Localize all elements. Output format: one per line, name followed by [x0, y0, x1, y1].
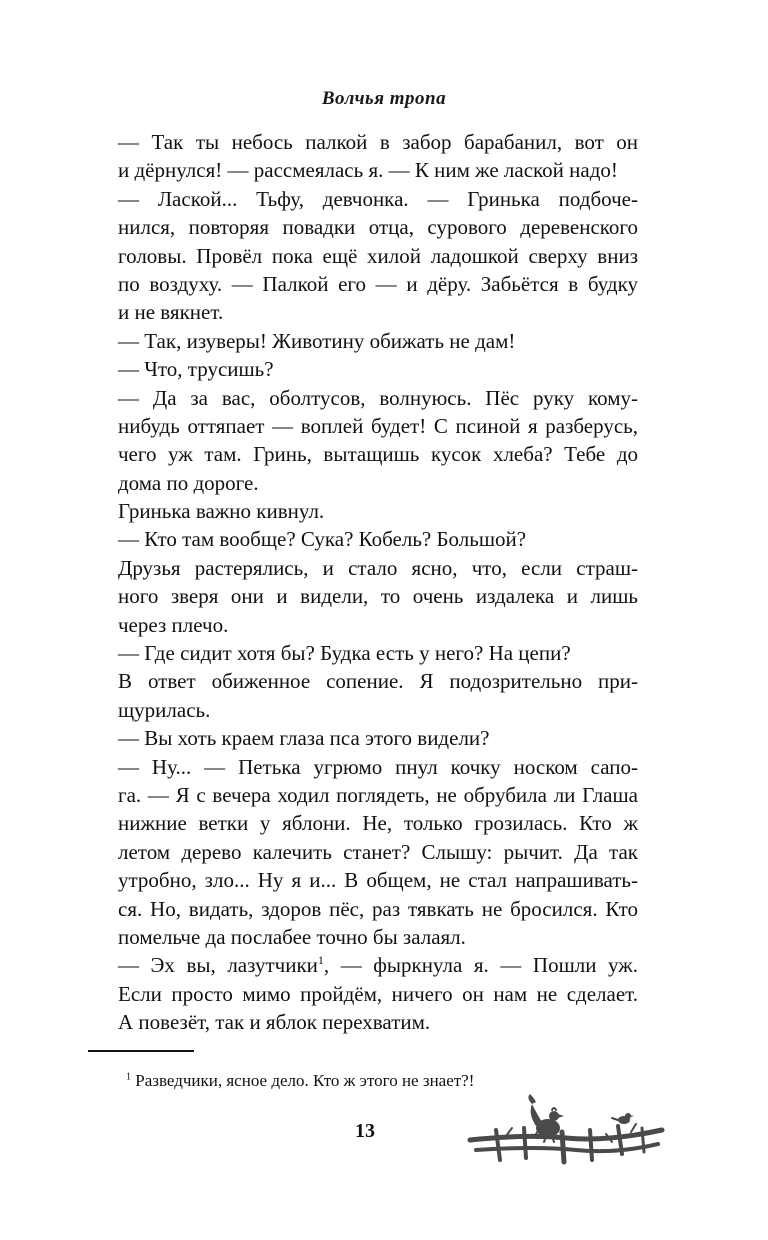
text-line — [118, 809, 638, 837]
text-line — [118, 185, 638, 213]
text-line — [118, 355, 638, 383]
text-line — [118, 980, 638, 1008]
text-line-content: ного зверя они и видели, то очень издалека и лишь — [118, 584, 638, 609]
text-line-content: — Вы хоть краем глаза пса этого видели? — [118, 726, 490, 751]
text-line — [118, 1008, 638, 1036]
text-line — [118, 951, 638, 979]
text-line — [118, 156, 638, 184]
text-line-content: утробно, зло... Ну я и... В общем, не стал напрашивать- — [118, 868, 638, 893]
text-line-content: — Так ты небось палкой в забор барабанил, вот он — [118, 130, 638, 154]
text-line — [118, 639, 638, 667]
text-line — [118, 781, 638, 809]
text-line-content: , — фыркнула я. — Пошли уж. — [323, 953, 639, 978]
text-line-content: головы. Провёл пока ещё хилой ладошкой сверху вниз — [118, 243, 638, 268]
text-line — [118, 497, 638, 525]
footnote-text: Разведчики, ясное дело. Кто ж этого не знает?! — [135, 1071, 475, 1090]
page-number: 13 — [355, 1120, 375, 1142]
text-line — [118, 554, 638, 582]
text-line-content: и не вякнет. — [118, 300, 224, 325]
text-line — [118, 327, 638, 355]
text-line — [118, 384, 638, 412]
footnote-reference: 1 — [317, 953, 324, 968]
text-line-content: — Что, трусишь? — [118, 357, 274, 382]
body-text — [118, 128, 638, 1037]
text-line-content: А повезёт, так и яблок перехватим. — [118, 1010, 431, 1035]
text-line-content: В ответ обиженное сопение. Я подозрительно при- — [118, 669, 638, 694]
text-line — [118, 696, 638, 724]
text-line — [118, 412, 638, 440]
text-line — [118, 270, 638, 298]
text-line-content: дома по дороге. — [118, 470, 259, 495]
rooster-on-fence-ornament-icon — [466, 1092, 666, 1172]
text-line-content: — Так, изуверы! Животину обижать не дам! — [118, 328, 516, 353]
text-line — [118, 866, 638, 894]
footnote-marker: 1 — [126, 1071, 131, 1083]
text-line — [118, 469, 638, 497]
text-line-content: Если просто мимо пройдём, ничего он нам не сделает. — [118, 981, 638, 1006]
running-title: Волчья тропа — [321, 88, 447, 109]
text-line-content: — Кто там вообще? Сука? Кобель? Большой? — [118, 527, 527, 552]
text-line — [118, 611, 638, 639]
text-line — [118, 753, 638, 781]
text-line-content: — Да за вас, оболтусов, волнуюсь. Пёс руку кому- — [118, 385, 638, 410]
text-line-content: нижние ветки у яблони. Не, только грозилась. Кто ж — [118, 811, 638, 836]
footnote — [126, 1070, 474, 1092]
text-line-content: через плечо. — [118, 612, 229, 637]
text-line-content: чего уж там. Гринь, вытащишь кусок хлеба? Тебе до — [118, 442, 638, 467]
text-line — [118, 242, 638, 270]
text-line-content: нился, повторяя повадки отца, сурового деревенского — [118, 215, 638, 240]
text-line-content: — Ну... — Петька угрюмо пнул кочку носком сапо- — [118, 754, 638, 779]
footnote-separator — [88, 1050, 194, 1052]
text-line-content: Гринька важно кивнул. — [118, 499, 325, 524]
text-line-content: летом дерево калечить станет? Слышу: рычит. Да так — [118, 839, 638, 864]
text-line-content: — Лаской... Тьфу, девчонка. — Гринька подбоче- — [118, 186, 638, 211]
text-line — [118, 298, 638, 326]
text-line-content: щурилась. — [118, 697, 211, 722]
text-line-content: — Эх вы, лазутчики — [118, 953, 318, 978]
text-line-content: Друзья растерялись, и стало ясно, что, если страш- — [118, 555, 638, 580]
text-line-content: помельче да послабее точно бы залаял. — [118, 924, 466, 949]
text-line — [118, 213, 638, 241]
text-line — [118, 667, 638, 695]
text-line — [118, 923, 638, 951]
text-line-content: и дёрнулся! — рассмеялась я. — К ним же лаской надо! — [118, 158, 618, 183]
text-line-content: нибудь оттяпает — воплей будет! С псиной я разберусь, — [118, 413, 638, 438]
text-line — [118, 582, 638, 610]
text-line-content: га. — Я с вечера ходил поглядеть, не обрубила ли Глаша — [118, 782, 638, 807]
text-line — [118, 724, 638, 752]
text-line — [118, 128, 638, 156]
text-line — [118, 838, 638, 866]
text-line — [118, 440, 638, 468]
text-line-content: — Где сидит хотя бы? Будка есть у него? На цепи? — [118, 641, 571, 666]
text-line — [118, 525, 638, 553]
text-line — [118, 895, 638, 923]
text-line-content: по воздуху. — Палкой его — и дёру. Забьётся в будку — [118, 271, 638, 296]
text-line-content: ся. Но, видать, здоров пёс, раз тявкать не бросился. Кто — [118, 896, 638, 921]
